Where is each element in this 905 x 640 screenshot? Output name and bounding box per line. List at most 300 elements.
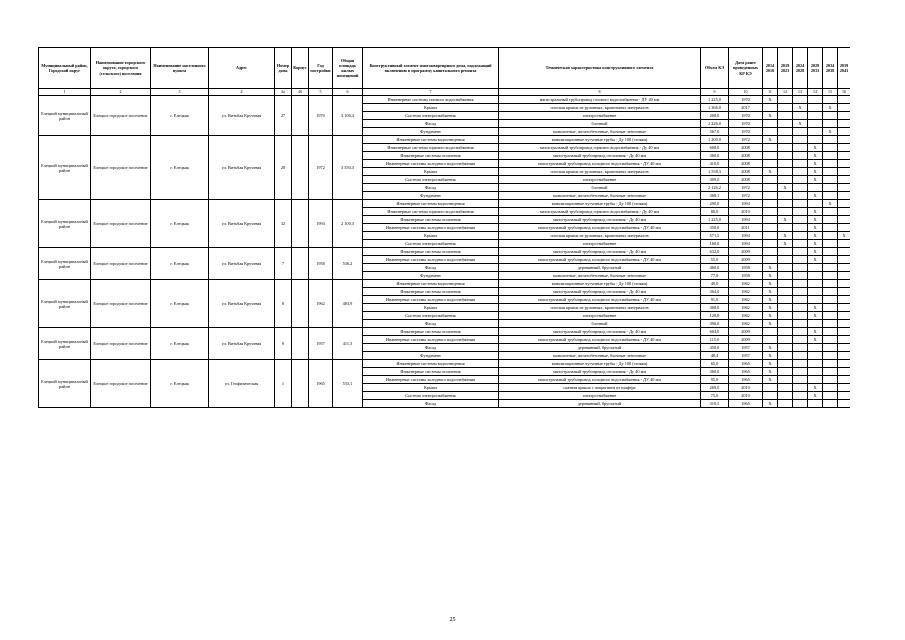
characteristic-cell: электроснабжение [499,112,701,120]
characteristic-cell: магистральный трубопровод холодного водоснабжения - ДУ 40 мм [499,336,701,344]
element-cell: Инженерные системы отопления [363,216,499,224]
period-2024-2028-cell [793,176,808,184]
period-2029-2033-cell: X [808,304,823,312]
period-2019-2023-cell [778,104,793,112]
period-2029-2033-cell: X [808,384,823,392]
period-2034-2038-cell [823,136,838,144]
settlement-cell: Елецкое городское поселение [91,360,151,408]
period-2014-2016-cell: X [763,296,778,304]
prev-repair-date-cell: 1962 [729,304,763,312]
volume-cell: 80,0 [701,208,729,216]
volume-cell: 567,0 [701,128,729,136]
locality-cell: г. Елецкая [151,360,209,408]
element-cell: Крыша [363,232,499,240]
period-2034-2038-cell [823,336,838,344]
period-2019-2023-cell [778,120,793,128]
period-2014-2016-cell [763,192,778,200]
period-2014-2016-cell [763,160,778,168]
volume-cell: 115,0 [701,336,729,344]
period-2014-2016-cell [763,184,778,192]
district-cell: Елецкий муниципальный район [39,96,91,136]
period-2034-2038-cell [823,376,838,384]
period-2014-2016-cell: X [763,112,778,120]
period-2014-2016-cell [763,232,778,240]
prev-repair-date-cell: 1972 [729,192,763,200]
period-2014-2016-cell [763,384,778,392]
capital-repair-table [38,47,850,408]
prev-repair-date-cell: 2010 [729,384,763,392]
period-2014-2016-cell: X [763,352,778,360]
volume-cell: 604,0 [701,328,729,336]
characteristic-cell: деревянный, брусчатый [499,344,701,352]
period-2034-2038-cell [823,272,838,280]
column-header: Номер дома [275,48,292,89]
period-2039-2043-cell [838,384,851,392]
volume-cell: 368,1 [701,192,729,200]
period-2019-2023-cell [778,296,793,304]
period-2029-2033-cell: X [808,232,823,240]
period-2019-2023-cell [778,328,793,336]
volume-cell: 290,0 [701,200,729,208]
build-year-cell: 1962 [309,280,333,328]
column-header: Объем КЭ [701,48,729,89]
prev-repair-date-cell: 1957 [729,352,763,360]
period-2024-2028-cell [793,96,808,104]
element-cell: Крыша [363,304,499,312]
period-2024-2028-cell [793,128,808,136]
element-cell: Инженерные системы холодного водоснабжения [363,376,499,384]
period-2014-2016-cell: X [763,400,778,408]
period-2034-2038-cell [823,248,838,256]
period-2034-2038-cell [823,392,838,400]
period-2034-2038-cell [823,216,838,224]
period-2029-2033-cell [808,288,823,296]
period-2019-2023-cell: X [778,240,793,248]
period-2029-2033-cell: X [808,176,823,184]
prev-repair-date-cell: 1970 [729,96,763,104]
period-2034-2038-cell [823,96,838,104]
period-2024-2028-cell [793,240,808,248]
period-2014-2016-cell: X [763,320,778,328]
address-cell: ул. Витьбая Кручевая [209,96,275,136]
period-2014-2016-cell [763,104,778,112]
build-year-cell: 1957 [309,328,333,360]
period-2019-2023-cell [778,144,793,152]
prev-repair-date-cell: 1994 [729,216,763,224]
volume-cell: 600,0 [701,144,729,152]
period-2029-2033-cell [808,352,823,360]
area-cell: 483,9 [333,280,363,328]
address-cell: ул. Витьбая Кручевая [209,248,275,280]
period-2029-2033-cell: X [808,192,823,200]
characteristic-cell: электроснабжение [499,176,701,184]
period-2019-2023-cell [778,336,793,344]
period-2019-2023-cell [778,96,793,104]
locality-cell: г. Елецкая [151,248,209,280]
period-2014-2016-cell [763,208,778,216]
district-cell: Елецкий муниципальный район [39,200,91,248]
period-2029-2033-cell [808,400,823,408]
period-2034-2038-cell [823,360,838,368]
period-2014-2016-cell [763,144,778,152]
period-2024-2028-cell [793,224,808,232]
element-cell: Инженерные системы холодного водоснабжения [363,296,499,304]
period-2039-2043-cell [838,208,851,216]
prev-repair-date-cell: 1958 [729,264,763,272]
characteristic-cell: канализационные чугунные трубы - Ду 100 (стояки) [499,136,701,144]
volume-cell: 571,5 [701,232,729,240]
volume-cell: 77,0 [701,272,729,280]
period-2024-2028-cell [793,328,808,336]
characteristic-cell: магистральный трубопровод горячего водоснабжения - Ду 40 мм [499,208,701,216]
period-2039-2043-cell [838,192,851,200]
period-2024-2028-cell [793,144,808,152]
volume-cell: 1 366,0 [701,104,729,112]
characteristic-cell: плоская крыша из рулонных, кровельных материалов [499,168,701,176]
volume-cell: 1 200,0 [701,136,729,144]
period-2029-2033-cell [808,104,823,112]
period-2039-2043-cell [838,240,851,248]
period-2024-2028-cell [793,392,808,400]
area-cell: 411,3 [333,328,363,360]
table-row [39,360,851,368]
period-2039-2043-cell [838,168,851,176]
period-2014-2016-cell [763,240,778,248]
period-2034-2038-cell: X [823,128,838,136]
period-2034-2038-cell [823,224,838,232]
period-2014-2016-cell [763,256,778,264]
period-2029-2033-cell: X [808,224,823,232]
locality-cell: г. Елецкая [151,280,209,328]
period-2039-2043-cell [838,392,851,400]
period-2024-2028-cell [793,264,808,272]
house-number-cell: 27 [275,96,292,136]
period-2034-2038-cell [823,312,838,320]
period-2014-2016-cell [763,120,778,128]
column-header: Адрес [209,48,275,89]
period-2019-2023-cell [778,192,793,200]
element-cell: Фасад [363,400,499,408]
volume-cell: 95,0 [701,376,729,384]
locality-cell: г. Елецкая [151,136,209,200]
period-2034-2038-cell [823,328,838,336]
page-number: 25 [449,617,456,623]
prev-repair-date-cell: 1972 [729,184,763,192]
period-2034-2038-cell [823,184,838,192]
column-number: 11 [763,89,778,96]
address-cell: ул. Витьбая Кручевая [209,136,275,200]
period-2034-2038-cell [823,288,838,296]
column-number: 16 [838,89,851,96]
period-2034-2038-cell [823,352,838,360]
district-cell: Елецкий муниципальный район [39,136,91,200]
period-2014-2016-cell: X [763,344,778,352]
area-cell: 3 350,3 [333,136,363,200]
column-number: 2 [91,89,151,96]
characteristic-cell: плоская крыша из рулонных, кровельных материалов [499,232,701,240]
settlement-cell: Елецкое городское поселение [91,96,151,136]
column-header: Наименование городского округа, городского (сельского) поселения [91,48,151,89]
period-2019-2023-cell [778,384,793,392]
period-2024-2028-cell [793,256,808,264]
period-2034-2038-cell [823,112,838,120]
settlement-cell: Елецкое городское поселение [91,136,151,200]
column-number: 12 [778,89,793,96]
building-cell [292,200,309,248]
period-2034-2038-cell [823,320,838,328]
prev-repair-date-cell: 2010 [729,208,763,216]
table-body [39,96,851,408]
volume-cell: 1 558,3 [701,168,729,176]
period-2024-2028-cell [793,184,808,192]
period-2034-2038-cell [823,232,838,240]
period-2029-2033-cell [808,112,823,120]
column-header: 2034 2038 [823,48,838,89]
period-2024-2028-cell [793,200,808,208]
element-cell: Инженерные системы холодного водоснабжения [363,336,499,344]
characteristic-cell: магистральный трубопровод газового водоснабжения - ДУ 40 мм [499,96,701,104]
period-2024-2028-cell [793,160,808,168]
period-2039-2043-cell [838,280,851,288]
period-2029-2033-cell [808,120,823,128]
period-2019-2023-cell [778,128,793,136]
prev-repair-date-cell: 1965 [729,400,763,408]
table-row [39,280,851,288]
house-number-cell: 32 [275,200,292,248]
period-2034-2038-cell [823,144,838,152]
period-2019-2023-cell [778,248,793,256]
period-2019-2023-cell: X [778,184,793,192]
period-2029-2033-cell: X [808,392,823,400]
element-cell: Инженерные системы горячего водоснабжения [363,208,499,216]
prev-repair-date-cell: 1962 [729,280,763,288]
period-2029-2033-cell [808,296,823,304]
settlement-cell: Елецкое городское поселение [91,200,151,248]
district-cell: Елецкий муниципальный район [39,360,91,408]
period-2024-2028-cell [793,168,808,176]
prev-repair-date-cell: 1962 [729,312,763,320]
period-2039-2043-cell [838,288,851,296]
period-2039-2043-cell [838,256,851,264]
period-2029-2033-cell [808,184,823,192]
column-header: Муниципальный район, Городской округ [39,48,91,89]
period-2034-2038-cell [823,192,838,200]
build-year-cell: 1972 [309,136,333,200]
volume-cell: 91,0 [701,296,729,304]
period-2034-2038-cell: X [823,200,838,208]
element-cell: Инженерные системы холодного водоснабжения [363,224,499,232]
period-2024-2028-cell [793,152,808,160]
volume-cell: 410,0 [701,160,729,168]
element-cell: Инженерные системы газового водоснабжения [363,96,499,104]
period-2039-2043-cell [838,104,851,112]
volume-cell: 450,0 [701,344,729,352]
prev-repair-date-cell: 1994 [729,232,763,240]
volume-cell: 2 226,0 [701,120,729,128]
period-2024-2028-cell [793,400,808,408]
house-number-cell: 8 [275,280,292,328]
element-cell: Крыша [363,104,499,112]
prev-repair-date-cell: 1970 [729,112,763,120]
prev-repair-date-cell: 2008 [729,168,763,176]
characteristic-cell: магистральный трубопровод холодного водоснабжения - ДУ 40 мм [499,376,701,384]
period-2039-2043-cell [838,120,851,128]
period-2019-2023-cell [778,392,793,400]
period-2019-2023-cell: X [778,216,793,224]
period-2019-2023-cell: X [778,232,793,240]
period-2014-2016-cell [763,392,778,400]
column-number: 3 [151,89,209,96]
element-cell: Система электроснабжения [363,312,499,320]
period-2024-2028-cell [793,320,808,328]
element-cell: Фасад [363,320,499,328]
period-2014-2016-cell: X [763,360,778,368]
period-2024-2028-cell [793,232,808,240]
period-2014-2016-cell [763,128,778,136]
column-header: 2029 2033 [808,48,823,89]
element-cell: Система электроснабжения [363,392,499,400]
period-2024-2028-cell: X [793,120,808,128]
period-2039-2043-cell [838,296,851,304]
characteristic-cell: монолитные, железобетонные, блочные ленточные [499,128,701,136]
period-2019-2023-cell [778,224,793,232]
characteristic-cell: магистральный трубопровод отопления - Ду 40 мм [499,288,701,296]
period-2039-2043-cell: X [838,232,851,240]
column-number: 10 [729,89,763,96]
volume-cell: 1 225,0 [701,96,729,104]
period-2034-2038-cell [823,208,838,216]
period-2034-2038-cell [823,168,838,176]
prev-repair-date-cell: 2017 [729,104,763,112]
prev-repair-date-cell: 1965 [729,360,763,368]
characteristic-cell: монолитные, железобетонные, блочные ленточные [499,352,701,360]
characteristic-cell: электроснабжение [499,240,701,248]
period-2029-2033-cell: X [808,208,823,216]
characteristic-cell: магистральный трубопровод холодного водоснабжения - ДУ 40 мм [499,256,701,264]
house-number-cell: 1 [275,360,292,408]
period-2039-2043-cell [838,304,851,312]
prev-repair-date-cell: 1962 [729,320,763,328]
element-cell: Система электроснабжения [363,176,499,184]
settlement-cell: Елецкое городское поселение [91,328,151,360]
volume-cell: 364,0 [701,288,729,296]
period-2024-2028-cell [793,136,808,144]
period-2024-2028-cell [793,304,808,312]
characteristic-cell: магистральный трубопровод отопления - Ду 40 мм [499,152,701,160]
period-2034-2038-cell [823,160,838,168]
table-row [39,200,851,208]
period-2039-2043-cell [838,112,851,120]
period-2029-2033-cell [808,264,823,272]
area-cell: 533,1 [333,360,363,408]
period-2039-2043-cell [838,344,851,352]
characteristic-cell: плоская крыша из рулонных, кровельных материалов [499,104,701,112]
column-number: 15 [823,89,838,96]
period-2039-2043-cell [838,312,851,320]
characteristic-cell: блочный [499,184,701,192]
element-cell: Система электроснабжения [363,112,499,120]
characteristic-cell: деревянный, брусчатый [499,400,701,408]
period-2029-2033-cell [808,368,823,376]
prev-repair-date-cell: 2008 [729,144,763,152]
period-2019-2023-cell [778,400,793,408]
column-header: Корпус [292,48,309,89]
period-2014-2016-cell [763,152,778,160]
period-2034-2038-cell [823,344,838,352]
period-2029-2033-cell [808,128,823,136]
area-cell: 536,2 [333,248,363,280]
column-number: 7 [363,89,499,96]
element-cell: Инженерные системы отопления [363,288,499,296]
period-2024-2028-cell [793,384,808,392]
period-2039-2043-cell [838,352,851,360]
period-2024-2028-cell [793,376,808,384]
column-header: Конструктивный элемент многоквартирного дома, подлежащий включению в программу капитального ремонта [363,48,499,89]
period-2029-2033-cell: X [808,312,823,320]
volume-cell: 160,0 [701,240,729,248]
period-2019-2023-cell [778,272,793,280]
prev-repair-date-cell: 1958 [729,272,763,280]
period-2014-2016-cell: X [763,304,778,312]
element-cell: Инженерные системы водоотведения [363,280,499,288]
locality-cell: г. Елецкая [151,200,209,248]
period-2024-2028-cell [793,344,808,352]
characteristic-cell: канализационные чугунные трубы - Ду 100 (стояки) [499,360,701,368]
build-year-cell: 1970 [309,96,333,136]
column-header: Год постройки [309,48,333,89]
period-2029-2033-cell: X [808,168,823,176]
period-2034-2038-cell [823,368,838,376]
period-2019-2023-cell [778,112,793,120]
column-number: 4 [209,89,275,96]
element-cell: Инженерные системы водоотведения [363,360,499,368]
characteristic-cell: канализационные чугунные трубы - Ду 100 (стояки) [499,200,701,208]
period-2014-2016-cell: X [763,288,778,296]
period-2014-2016-cell [763,336,778,344]
column-number: 9 [701,89,729,96]
period-2039-2043-cell [838,248,851,256]
period-2029-2033-cell [808,96,823,104]
address-cell: ул. Витьбая Кручевая [209,328,275,360]
period-2039-2043-cell [838,368,851,376]
build-year-cell: 1965 [309,360,333,408]
period-2014-2016-cell: X [763,264,778,272]
period-2039-2043-cell [838,336,851,344]
volume-cell: 396,0 [701,320,729,328]
period-2034-2038-cell [823,240,838,248]
table-row [39,96,851,104]
period-2039-2043-cell [838,328,851,336]
period-2034-2038-cell [823,280,838,288]
volume-cell: 120,0 [701,312,729,320]
period-2024-2028-cell [793,216,808,224]
volume-cell: 632,0 [701,248,729,256]
house-number-cell: 28 [275,136,292,200]
period-2014-2016-cell [763,248,778,256]
area-cell: 2 100,3 [333,200,363,248]
period-2039-2043-cell [838,200,851,208]
element-cell: Фундамент [363,352,499,360]
period-2029-2033-cell: X [808,152,823,160]
building-cell [292,328,309,360]
period-2019-2023-cell [778,344,793,352]
period-2034-2038-cell [823,264,838,272]
element-cell: Крыша [363,168,499,176]
element-cell: Фундамент [363,272,499,280]
period-2014-2016-cell [763,200,778,208]
building-cell [292,96,309,136]
period-2024-2028-cell [793,280,808,288]
